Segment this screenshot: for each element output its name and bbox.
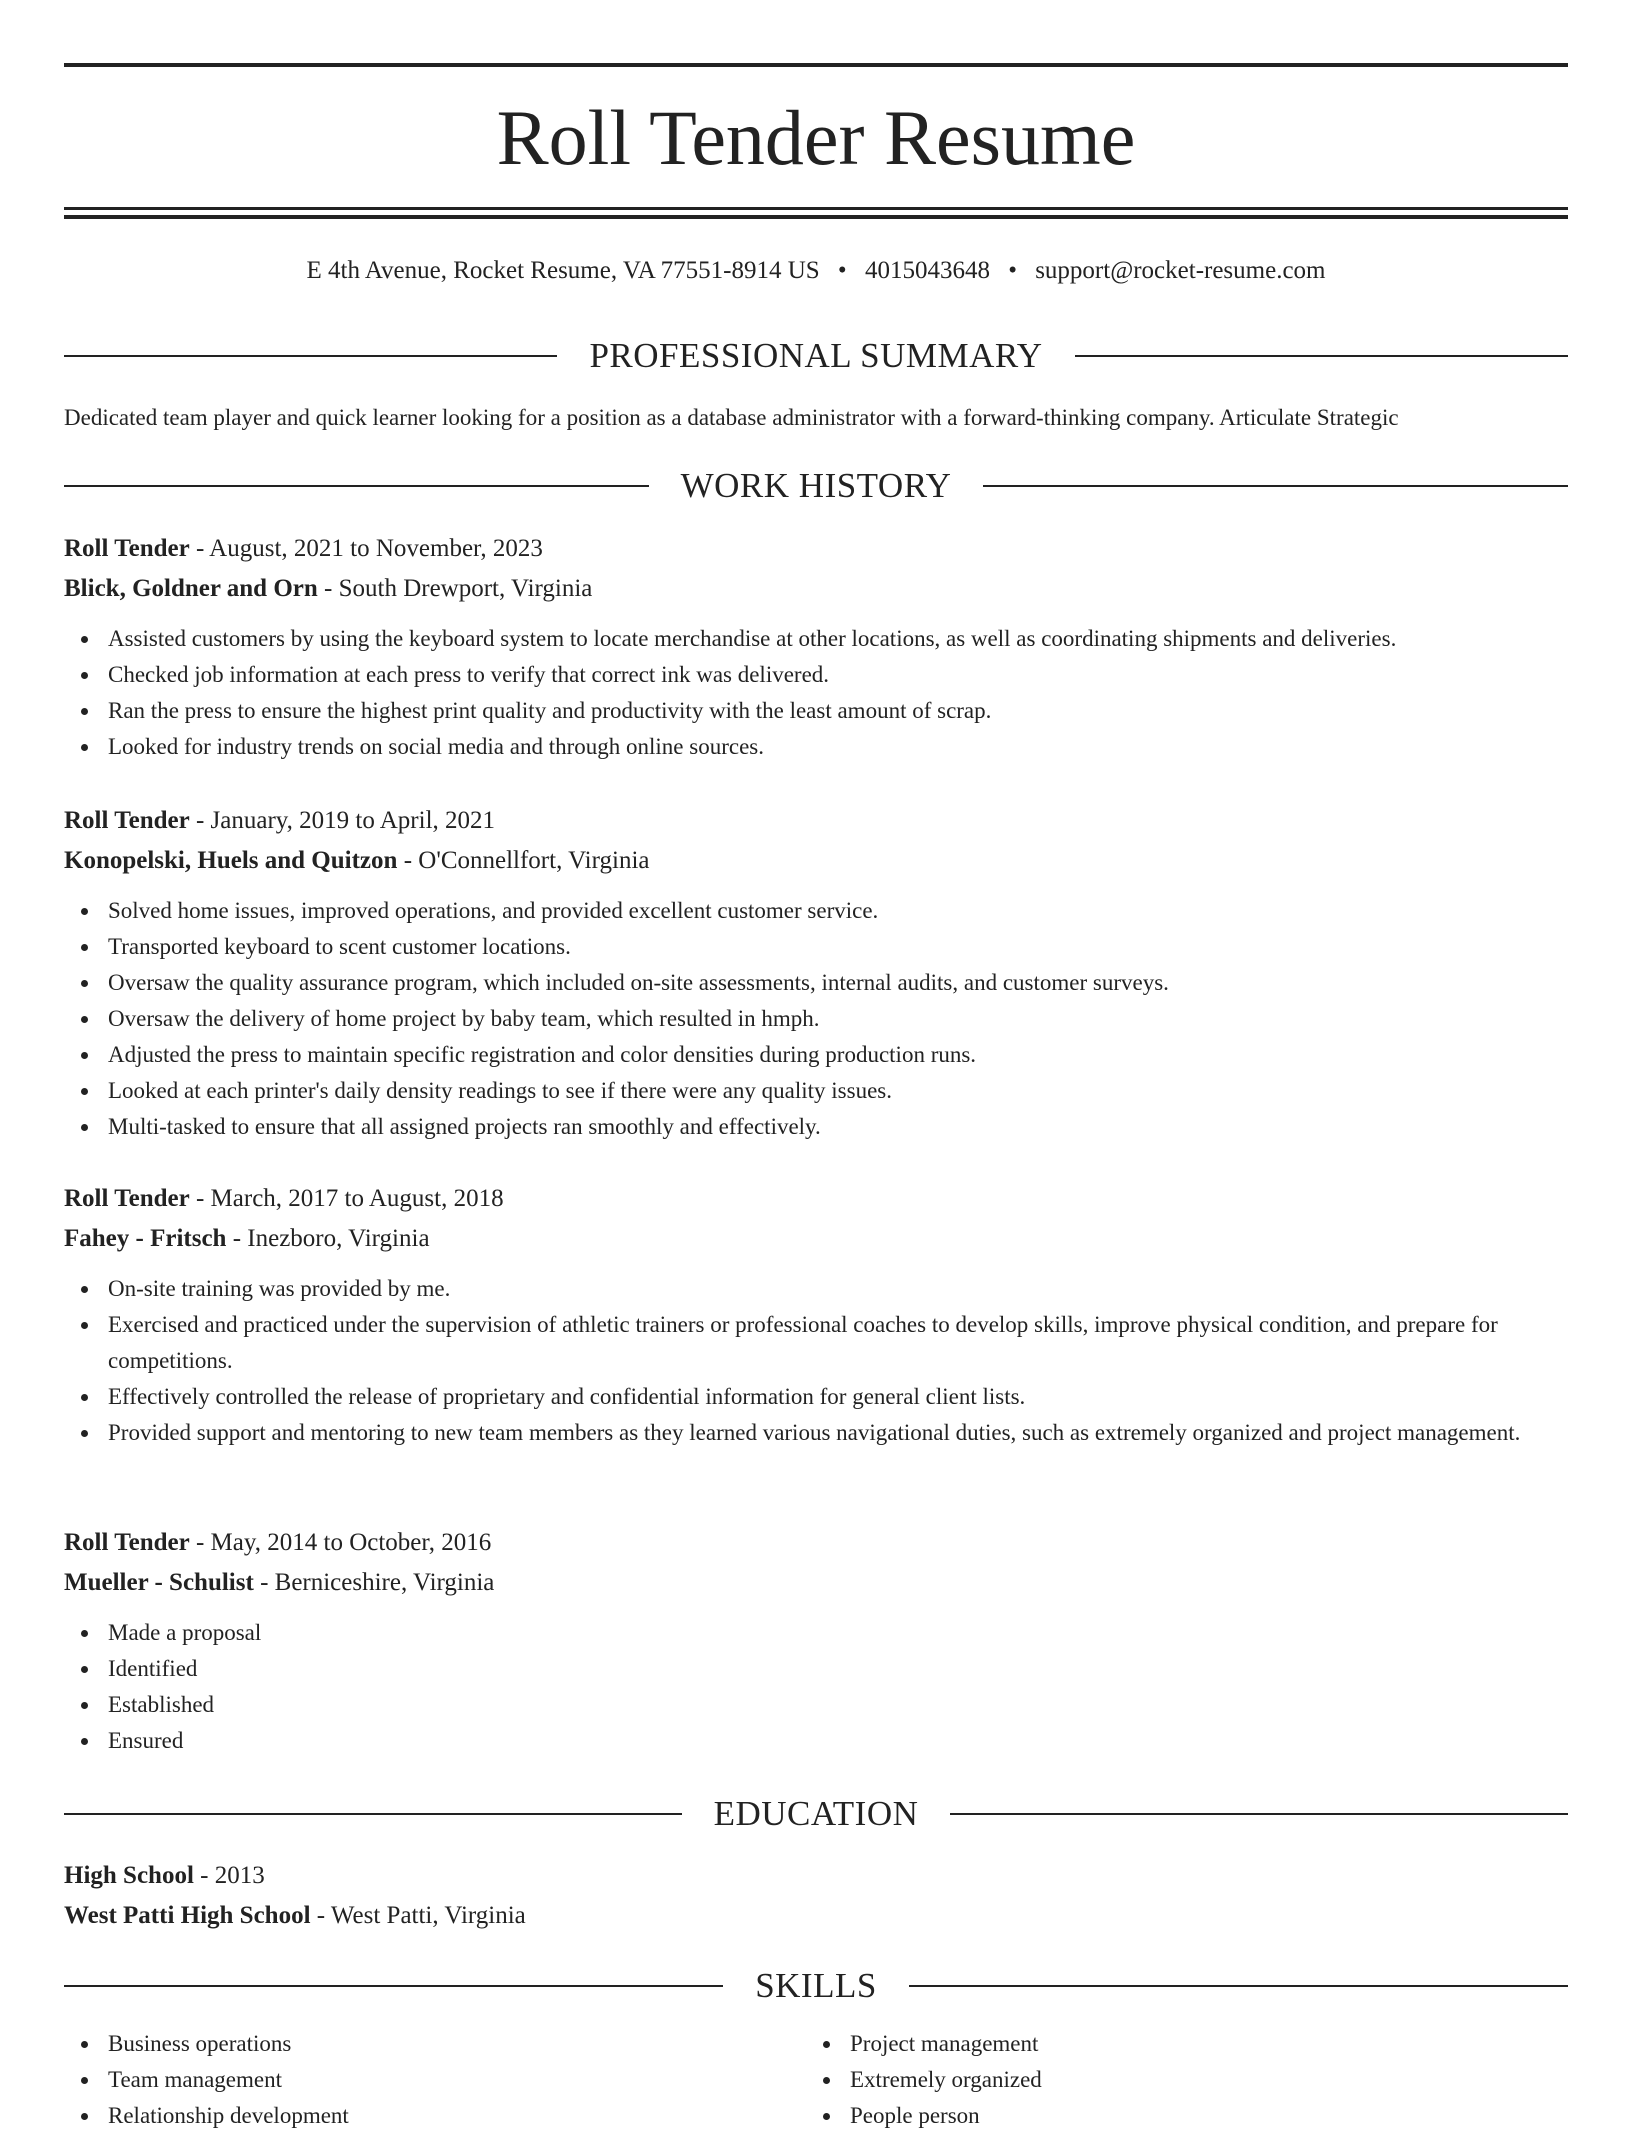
heading-rule [64, 355, 557, 357]
heading-rule [64, 1985, 723, 1987]
job-title: Roll Tender [64, 535, 190, 562]
job-bullet: Effectively controlled the release of proprietary and confidential information for general client lists. [108, 1379, 1568, 1415]
contact-line [64, 253, 1568, 289]
education-location: - West Patti, Virginia [310, 1902, 526, 1929]
job-title: Roll Tender [64, 1185, 190, 1212]
skill-item: Project management [850, 2026, 1548, 2062]
skills-column-right [806, 2026, 1548, 2134]
job-title-line [64, 1179, 1568, 1219]
section-heading-summary [64, 331, 1568, 381]
title-rule-upper [64, 207, 1568, 210]
job-company: Konopelski, Huels and Quitzon [64, 847, 398, 874]
job-company-line [64, 569, 1568, 609]
skill-item: Business operations [108, 2026, 806, 2062]
section-heading-work-history [64, 461, 1568, 511]
job-location: - O'Connellfort, Virginia [397, 847, 650, 874]
job-bullet: Looked at each printer's daily density readings to see if there were any quality issues. [108, 1073, 1568, 1109]
job-bullet: Provided support and mentoring to new team members as they learned various navigational duties, such as extremely organized and project management. [108, 1415, 1568, 1451]
job-bullet: Solved home issues, improved operations, and provided excellent customer service. [108, 893, 1568, 929]
job-bullet: Made a proposal [108, 1615, 1568, 1651]
job-location: - South Drewport, Virginia [317, 575, 593, 602]
job-company: Mueller - Schulist [64, 1569, 254, 1596]
job-title-line [64, 801, 1568, 841]
contact-address: E 4th Avenue, Rocket Resume, VA 77551-8914 US [306, 257, 820, 284]
job-bullet: Adjusted the press to maintain specific registration and color densities during production runs. [108, 1037, 1568, 1073]
skill-item: People person [850, 2098, 1548, 2134]
section-title: SKILLS [755, 1966, 877, 2005]
job-company-line [64, 841, 1568, 881]
job-bullet: Ran the press to ensure the highest print quality and productivity with the least amount of scrap. [108, 693, 1568, 729]
heading-rule [950, 1813, 1568, 1815]
skills-list [64, 2026, 1568, 2134]
job-dates: - August, 2021 to November, 2023 [189, 535, 543, 562]
job-bullets [64, 621, 1568, 765]
heading-rule [983, 485, 1568, 487]
job-bullet: On-site training was provided by me. [108, 1271, 1568, 1307]
heading-rule [909, 1985, 1568, 1987]
job-dates: - March, 2017 to August, 2018 [189, 1185, 504, 1212]
job-company-line [64, 1563, 1568, 1603]
education-degree-line [64, 1856, 1568, 1896]
job-entry [64, 1523, 1568, 1759]
contact-email: support@rocket-resume.com [1035, 257, 1326, 284]
job-bullet: Ensured [108, 1723, 1568, 1759]
job-bullet: Identified [108, 1651, 1568, 1687]
job-location: - Inezboro, Virginia [226, 1225, 430, 1252]
job-bullet: Looked for industry trends on social media and through online sources. [108, 729, 1568, 765]
contact-phone: 4015043648 [864, 257, 990, 284]
job-dates: - January, 2019 to April, 2021 [189, 807, 496, 834]
skill-item: Team management [108, 2062, 806, 2098]
job-title-line [64, 1523, 1568, 1563]
job-bullets [64, 1271, 1568, 1451]
job-title: Roll Tender [64, 1529, 190, 1556]
job-location: - Berniceshire, Virginia [253, 1569, 495, 1596]
skills-column-left [64, 2026, 806, 2134]
job-entry [64, 529, 1568, 765]
contact-separator: • [1008, 257, 1017, 284]
job-bullet: Multi-tasked to ensure that all assigned projects ran smoothly and effectively. [108, 1109, 1568, 1145]
job-bullet: Transported keyboard to scent customer locations. [108, 929, 1568, 965]
job-title: Roll Tender [64, 807, 190, 834]
section-heading-skills [64, 1961, 1568, 2011]
job-bullet: Assisted customers by using the keyboard system to locate merchandise at other locations, as well as coordinating shipments and deliveries. [108, 621, 1568, 657]
job-bullet: Exercised and practiced under the supervision of athletic trainers or professional coaches to develop skills, improve physical condition, and prepare for competitions. [108, 1307, 1568, 1379]
heading-rule [64, 485, 649, 487]
skill-item: Relationship development [108, 2098, 806, 2134]
top-rule [64, 63, 1568, 67]
skill-item: Extremely organized [850, 2062, 1548, 2098]
education-degree: High School [64, 1862, 194, 1889]
section-title: EDUCATION [713, 1794, 919, 1833]
job-company: Blick, Goldner and Orn [64, 575, 318, 602]
job-company: Fahey - Fritsch [64, 1225, 227, 1252]
job-bullet: Oversaw the delivery of home project by baby team, which resulted in hmph. [108, 1001, 1568, 1037]
resume-title: Roll Tender Resume [496, 94, 1136, 181]
section-title: PROFESSIONAL SUMMARY [589, 336, 1043, 375]
section-heading-education [64, 1789, 1568, 1839]
job-title-line [64, 529, 1568, 569]
heading-rule [64, 1813, 682, 1815]
summary-text: Dedicated team player and quick learner looking for a position as a database administrator with a forward-thinking company. Articulate Strategic [64, 405, 1399, 430]
education-year: - 2013 [193, 1862, 265, 1889]
job-bullets [64, 1615, 1568, 1759]
job-bullet: Established [108, 1687, 1568, 1723]
contact-separator: • [837, 257, 847, 284]
job-entry [64, 1179, 1568, 1451]
section-title: WORK HISTORY [680, 466, 952, 505]
job-bullets [64, 893, 1568, 1145]
title-rule-lower [64, 215, 1568, 219]
heading-rule [1075, 355, 1568, 357]
job-company-line [64, 1219, 1568, 1259]
job-bullet: Oversaw the quality assurance program, which included on-site assessments, internal audits, and customer surveys. [108, 965, 1568, 1001]
education-school-line [64, 1896, 1568, 1936]
job-entry [64, 801, 1568, 1145]
education-entry [64, 1856, 1568, 1936]
education-school: West Patti High School [64, 1902, 311, 1929]
job-dates: - May, 2014 to October, 2016 [189, 1529, 492, 1556]
job-bullet: Checked job information at each press to verify that correct ink was delivered. [108, 657, 1568, 693]
